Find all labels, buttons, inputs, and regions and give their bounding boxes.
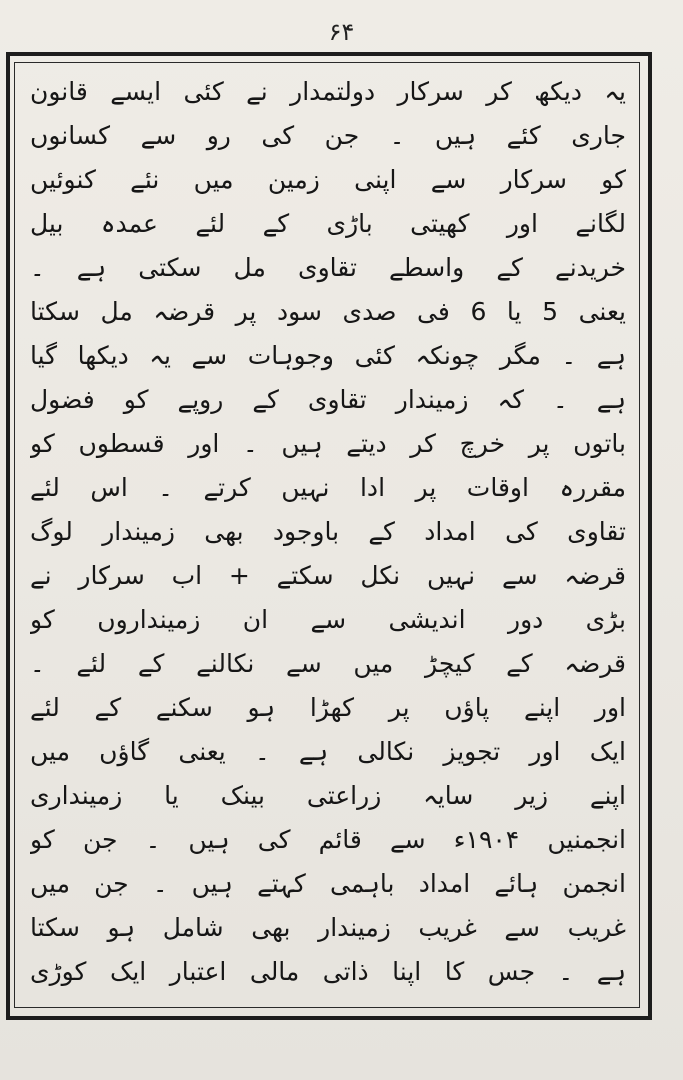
body-text (30, 72, 626, 1002)
text-line-16: ایک اور تجویز نکالی ہے ۔ یعنی گاؤں میں (30, 737, 626, 766)
text-line-4: لگانے اور کھیتی باڑی کے لئے عمدہ بیل (30, 209, 626, 238)
text-line-9: باتوں پر خرچ کر دیتے ہیں ۔ اور قسطوں کو (30, 429, 626, 458)
text-line-7: ہے ۔ مگر چونکہ کئی وجوہات سے یہ دیکھا گیا (30, 341, 626, 370)
text-line-10: مقررہ اوقات پر ادا نہیں کرتے ۔ اس لئے (30, 473, 626, 502)
text-line-21: ہے ۔ جس کا اپنا ذاتی مالی اعتبار ایک کوڑی (30, 957, 626, 986)
text-line-13: بڑی دور اندیشی سے ان زمینداروں کو (30, 605, 626, 634)
text-line-20: غریب سے غریب زمیندار بھی شامل ہو سکتا (30, 913, 626, 942)
text-line-6: یعنی 5 یا 6 فی صدی سود پر قرضہ مل سکتا (30, 297, 626, 326)
text-line-5: خریدنے کے واسطے تقاوی مل سکتی ہے ۔ (30, 253, 626, 282)
text-line-18: انجمنیں ۱۹۰۴ء سے قائم کی ہیں ۔ جن کو (30, 825, 626, 854)
text-line-3: کو سرکار سے اپنی زمین میں نئے کنوئیں (30, 165, 626, 194)
text-line-19: انجمن ہائے امداد باہمی کہتے ہیں ۔ جن میں (30, 869, 626, 898)
text-line-12: قرضہ سے نہیں نکل سکتے + اب سرکار نے (30, 561, 626, 590)
text-line-1: یہ دیکھ کر سرکار دولتمدار نے کئی ایسے قانون (30, 77, 626, 106)
text-line-2: جاری کئے ہیں ۔ جن کی رو سے کسانوں (30, 121, 626, 150)
text-line-17: اپنے زیر سایہ زراعتی بینک یا زمینداری (30, 781, 626, 810)
text-line-14: قرضہ کے کیچڑ میں سے نکالنے کے لئے ۔ (30, 649, 626, 678)
page-number: ۶۴ (328, 18, 355, 46)
text-line-11: تقاوی کی امداد کے باوجود بھی زمیندار لوگ (30, 517, 626, 546)
text-line-8: ہے ۔ کہ زمیندار تقاوی کے روپے کو فضول (30, 385, 626, 414)
text-line-15: اور اپنے پاؤں پر کھڑا ہو سکنے کے لئے (30, 693, 626, 722)
